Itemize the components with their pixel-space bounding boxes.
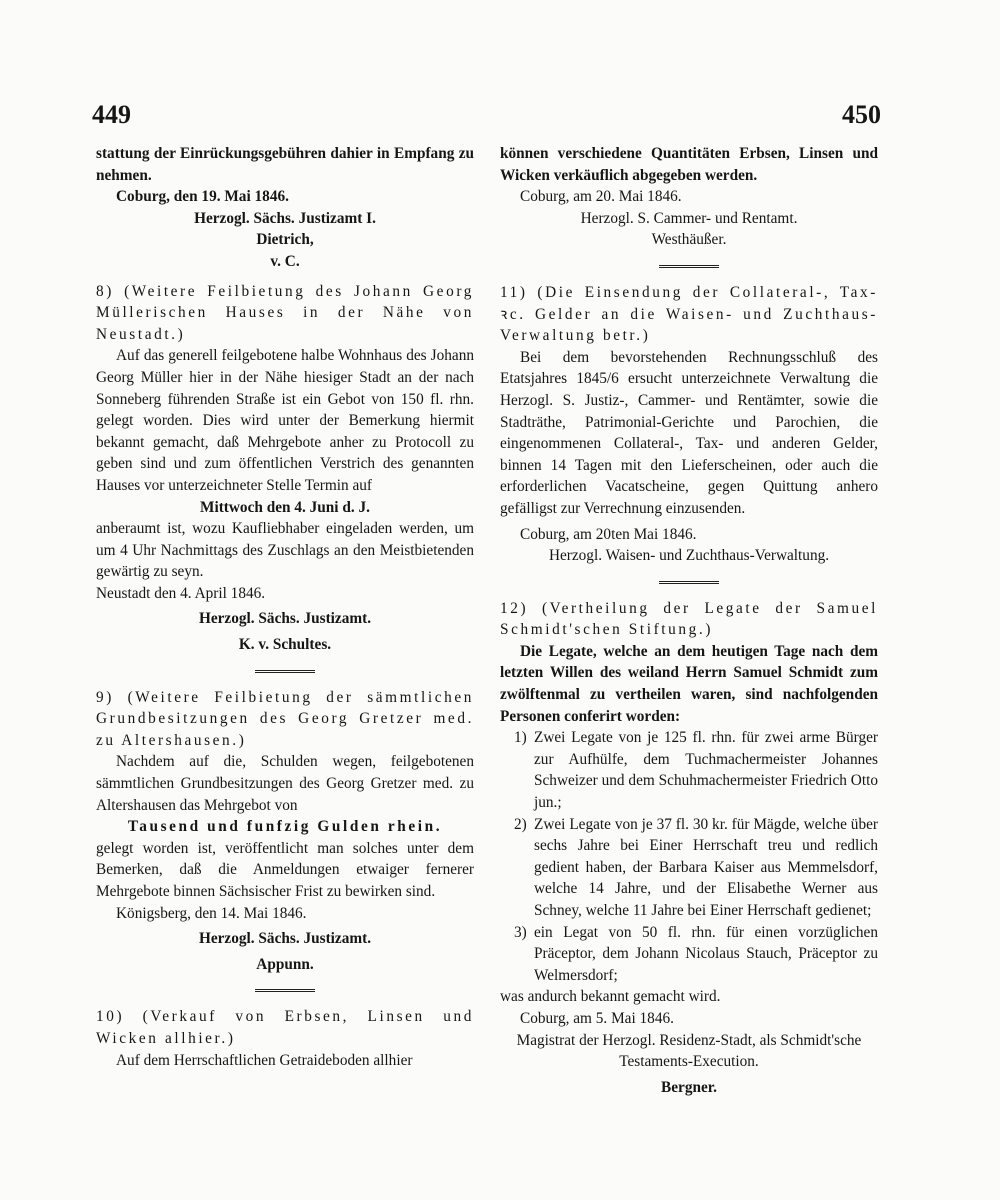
- notice-9-heading: 9) (Weitere Feilbietung der sämmtlichen Grundbesitzungen des Georg Gretzer med. zu Altershausen.): [96, 688, 474, 749]
- list-item-number: 3): [514, 923, 527, 941]
- notice-8-signature-office: Herzogl. Sächs. Justizamt.: [198, 610, 372, 628]
- notice-9-amount: Tausend und funfzig Gulden rhein.: [127, 818, 443, 836]
- list-item-text: ein Legat von 50 fl. rhn. für einen vorzüglichen Präceptor, dem Johann Nicolaus Stauch, Präceptor zu Welmersdorf;: [534, 923, 878, 984]
- notice-10-body: Auf dem Herrschaftlichen Getraideboden allhier: [116, 1051, 413, 1069]
- notice-12-signature-office: Magistrat der Herzogl. Residenz-Stadt, als Schmidt'sche Testaments-Execution.: [516, 1031, 862, 1071]
- notice-11-body: Bei dem bevorstehenden Rechnungsschluß des Etatsjahres 1845/6 ersucht unterzeichnete Verwaltung die Herzogl. S. Justiz-, Cammer- und Rentämter, sowie die Stadträthe, Patrimonial-Gerichte und Parochien, die eingenommenen Collateral-, Tax- und anderen Gelder, binnen 14 Tagen mit den Lieferscheinen, oder auch die erforderlichen Vacatscheine, gegen Quittung anhero gefälligst zur Verrechnung einzusenden.: [500, 348, 878, 517]
- notice-9-body-continued: gelegt worden ist, veröffentlicht man solches unter dem Bemerken, daß die Anmeldungen etwaiger fernerer Mehrgebote binnen Sächsischer Frist zu bewirken sind.: [96, 839, 474, 900]
- notice-12-closing: was andurch bekannt gemacht wird.: [500, 988, 721, 1006]
- section-divider: [659, 265, 719, 268]
- notice-10-date: Coburg, am 20. Mai 1846.: [520, 188, 682, 206]
- notice-12-body: Die Legate, welche an dem heutigen Tage nach dem letzten Willen des weiland Herrn Samuel Schmidt zum zwölftenmal zu vertheilen waren, sind nachfolgenden Personen conferirt worden:: [500, 642, 878, 725]
- notice-12-signature-name: Bergner.: [661, 1078, 717, 1096]
- notice-8-body: Auf das generell feilgebotene halbe Wohnhaus des Johann Georg Müller hier in der Nähe hiesiger Stadt an der nach Sonneberg führenden Straße ist ein Gebot von 150 fl. rhn. gelegt worden. Dies wird unter der Bemerkung hiermit bekannt gemacht, daß Mehrgebote anher zu Protocoll zu geben sind und zum öffentlichen Verstrich des genannten Hauses vor unterzeichneter Stelle Termin auf: [96, 347, 474, 494]
- intro-text: stattung der Einrückungsgebühren dahier in Empfang zu nehmen.: [96, 145, 474, 184]
- notice-11-date: Coburg, am 20ten Mai 1846.: [520, 525, 697, 543]
- notice-8-termin: Mittwoch den 4. Juni d. J.: [200, 498, 370, 516]
- intro-signature-name: Dietrich,: [256, 231, 314, 249]
- notice-9-signature-name: Appunn.: [256, 955, 314, 973]
- notice-11-heading: 11) (Die Einsendung der Collateral-, Tax- ꝛc. Gelder an die Waisen- und Zuchthaus-Verwaltung betr.): [500, 283, 878, 345]
- list-item-number: 1): [514, 729, 527, 747]
- legate-list: [500, 727, 878, 986]
- page-number-right: 450: [842, 100, 881, 129]
- section-divider: [255, 989, 315, 992]
- intro-date: Coburg, den 19. Mai 1846.: [116, 188, 289, 206]
- page-number-left: 449: [92, 100, 131, 129]
- list-item: [500, 922, 878, 987]
- section-divider: [659, 581, 719, 584]
- notice-10-signature-office: Herzogl. S. Cammer- und Rentamt.: [580, 209, 798, 227]
- left-column: [96, 143, 474, 1071]
- intro-signature-office: Herzogl. Sächs. Justizamt I.: [194, 209, 376, 227]
- right-column: [500, 143, 878, 1098]
- notice-8-heading: 8) (Weitere Feilbietung des Johann Georg Müllerischen Hauses in der Nähe von Neustadt.): [96, 282, 474, 343]
- notice-12-date: Coburg, am 5. Mai 1846.: [520, 1009, 674, 1027]
- notice-8-body-continued: anberaumt ist, wozu Kaufliebhaber eingeladen werden, um um 4 Uhr Nachmittags des Zuschlags an den Meistbietenden gewärtig zu seyn.: [96, 520, 474, 581]
- list-item: [500, 727, 878, 813]
- notice-8-date: Neustadt den 4. April 1846.: [96, 584, 266, 602]
- notice-8-signature-name: K. v. Schultes.: [238, 636, 332, 654]
- list-item-number: 2): [514, 815, 527, 833]
- list-item-text: Zwei Legate von je 37 fl. 30 kr. für Mägde, welche über sechs Jahre bei Einer Herrschaft treu und redlich gedient haben, der Barbara Kaiser aus Memmelsdorf, welche 14 Jahre, und der Elisabethe Werner aus Schney, welche 11 Jahre bei Einer Herrschaft gedienet;: [534, 815, 878, 919]
- notice-10-continued: können verschiedene Quantitäten Erbsen, Linsen und Wicken verkäuflich abgegeben werden.: [500, 145, 878, 184]
- notice-10-signature-name: Westhäußer.: [651, 231, 727, 249]
- notice-12-heading: 12) (Vertheilung der Legate der Samuel Schmidt'schen Stiftung.): [500, 599, 878, 639]
- list-item: [500, 814, 878, 922]
- intro-signature-initials: v. C.: [270, 252, 300, 270]
- section-divider: [255, 670, 315, 673]
- notice-9-date: Königsberg, den 14. Mai 1846.: [116, 904, 307, 922]
- notice-10-heading: 10) (Verkauf von Erbsen, Linsen und Wicken allhier.): [96, 1008, 474, 1047]
- notice-9-body: Nachdem auf die, Schulden wegen, feilgebotenen sämmtlichen Grundbesitzungen des Georg Gretzer med. zu Altershausen das Mehrgebot von: [96, 753, 474, 814]
- notice-11-signature: Herzogl. Waisen- und Zuchthaus-Verwaltung.: [548, 547, 830, 565]
- notice-9-signature-office: Herzogl. Sächs. Justizamt.: [198, 930, 372, 948]
- list-item-text: Zwei Legate von je 125 fl. rhn. für zwei arme Bürger zur Aufhülfe, dem Tuchmachermeister Johannes Schweizer und dem Schuhmachermeister Friedrich Otto jun.;: [534, 729, 878, 812]
